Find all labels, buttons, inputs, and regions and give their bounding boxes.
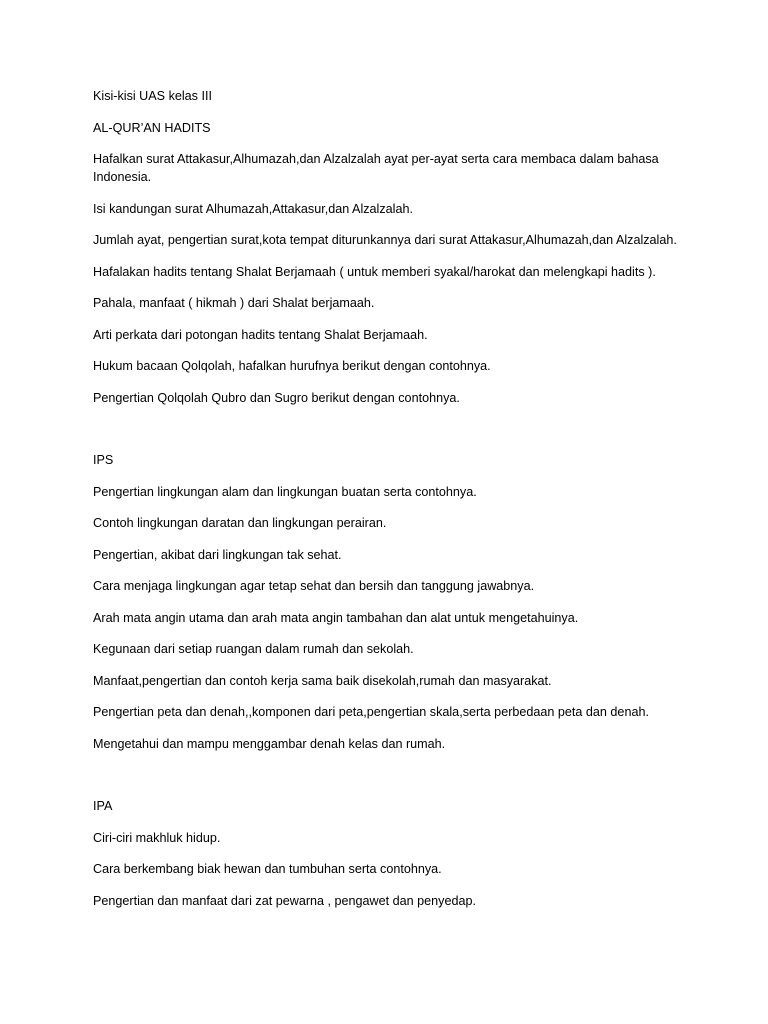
list-item: Mengetahui dan mampu menggambar denah kelas dan rumah. [93,736,446,751]
document-title: Kisi-kisi UAS kelas III [93,89,212,103]
section-heading-ipa: IPA [93,799,113,813]
section-spacer [93,420,693,451]
list-item: Arah mata angin utama dan arah mata angin tambahan dan alat untuk mengetahuinya. [93,610,579,625]
section-heading-quran-hadits: AL-QUR’AN HADITS [93,120,211,135]
section-spacer [93,766,693,797]
section-heading-ips: IPS [93,453,114,467]
list-item: Pengertian, akibat dari lingkungan tak sehat. [93,547,342,562]
list-item: Ciri-ciri makhluk hidup. [93,830,221,845]
list-item: Arti perkata dari potongan hadits tentang Shalat Berjamaah. [93,327,428,342]
list-item: Cara berkembang biak hewan dan tumbuhan serta contohnya. [93,862,442,876]
list-item: Hafalkan surat Attakasur,Alhumazah,dan Alzalzalah ayat per-ayat serta cara membaca dalam bahasa Indonesia. [93,152,659,184]
list-item: Contoh lingkungan daratan dan lingkungan perairan. [93,516,387,530]
list-item: Jumlah ayat, pengertian surat,kota tempat diturunkannya dari surat Attakasur,Alhumazah,dan Alzalzalah. [93,233,677,247]
list-item: Pengertian lingkungan alam dan lingkungan buatan serta contohnya. [93,484,477,499]
list-item: Cara menjaga lingkungan agar tetap sehat dan bersih dan tanggung jawabnya. [93,579,535,593]
list-item: Pengertian Qolqolah Qubro dan Sugro berikut dengan contohnya. [93,390,460,405]
list-item: Kegunaan dari setiap ruangan dalam rumah dan sekolah. [93,642,414,656]
document-content [93,87,693,923]
list-item: Pengertian dan manfaat dari zat pewarna , pengawet dan penyedap. [93,893,476,908]
list-item: Isi kandungan surat Alhumazah,Attakasur,dan Alzalzalah. [93,201,413,216]
list-item: Hukum bacaan Qolqolah, hafalkan hurufnya berikut dengan contohnya. [93,359,491,373]
list-item: Hafalakan hadits tentang Shalat Berjamaah ( untuk memberi syakal/harokat dan melengkapi hadits ). [93,264,656,279]
list-item: Pengertian peta dan denah,,komponen dari peta,pengertian skala,serta perbedaan peta dan denah. [93,705,649,719]
list-item: Manfaat,pengertian dan contoh kerja sama baik disekolah,rumah dan masyarakat. [93,673,552,688]
list-item: Pahala, manfaat ( hikmah ) dari Shalat berjamaah. [93,296,375,310]
